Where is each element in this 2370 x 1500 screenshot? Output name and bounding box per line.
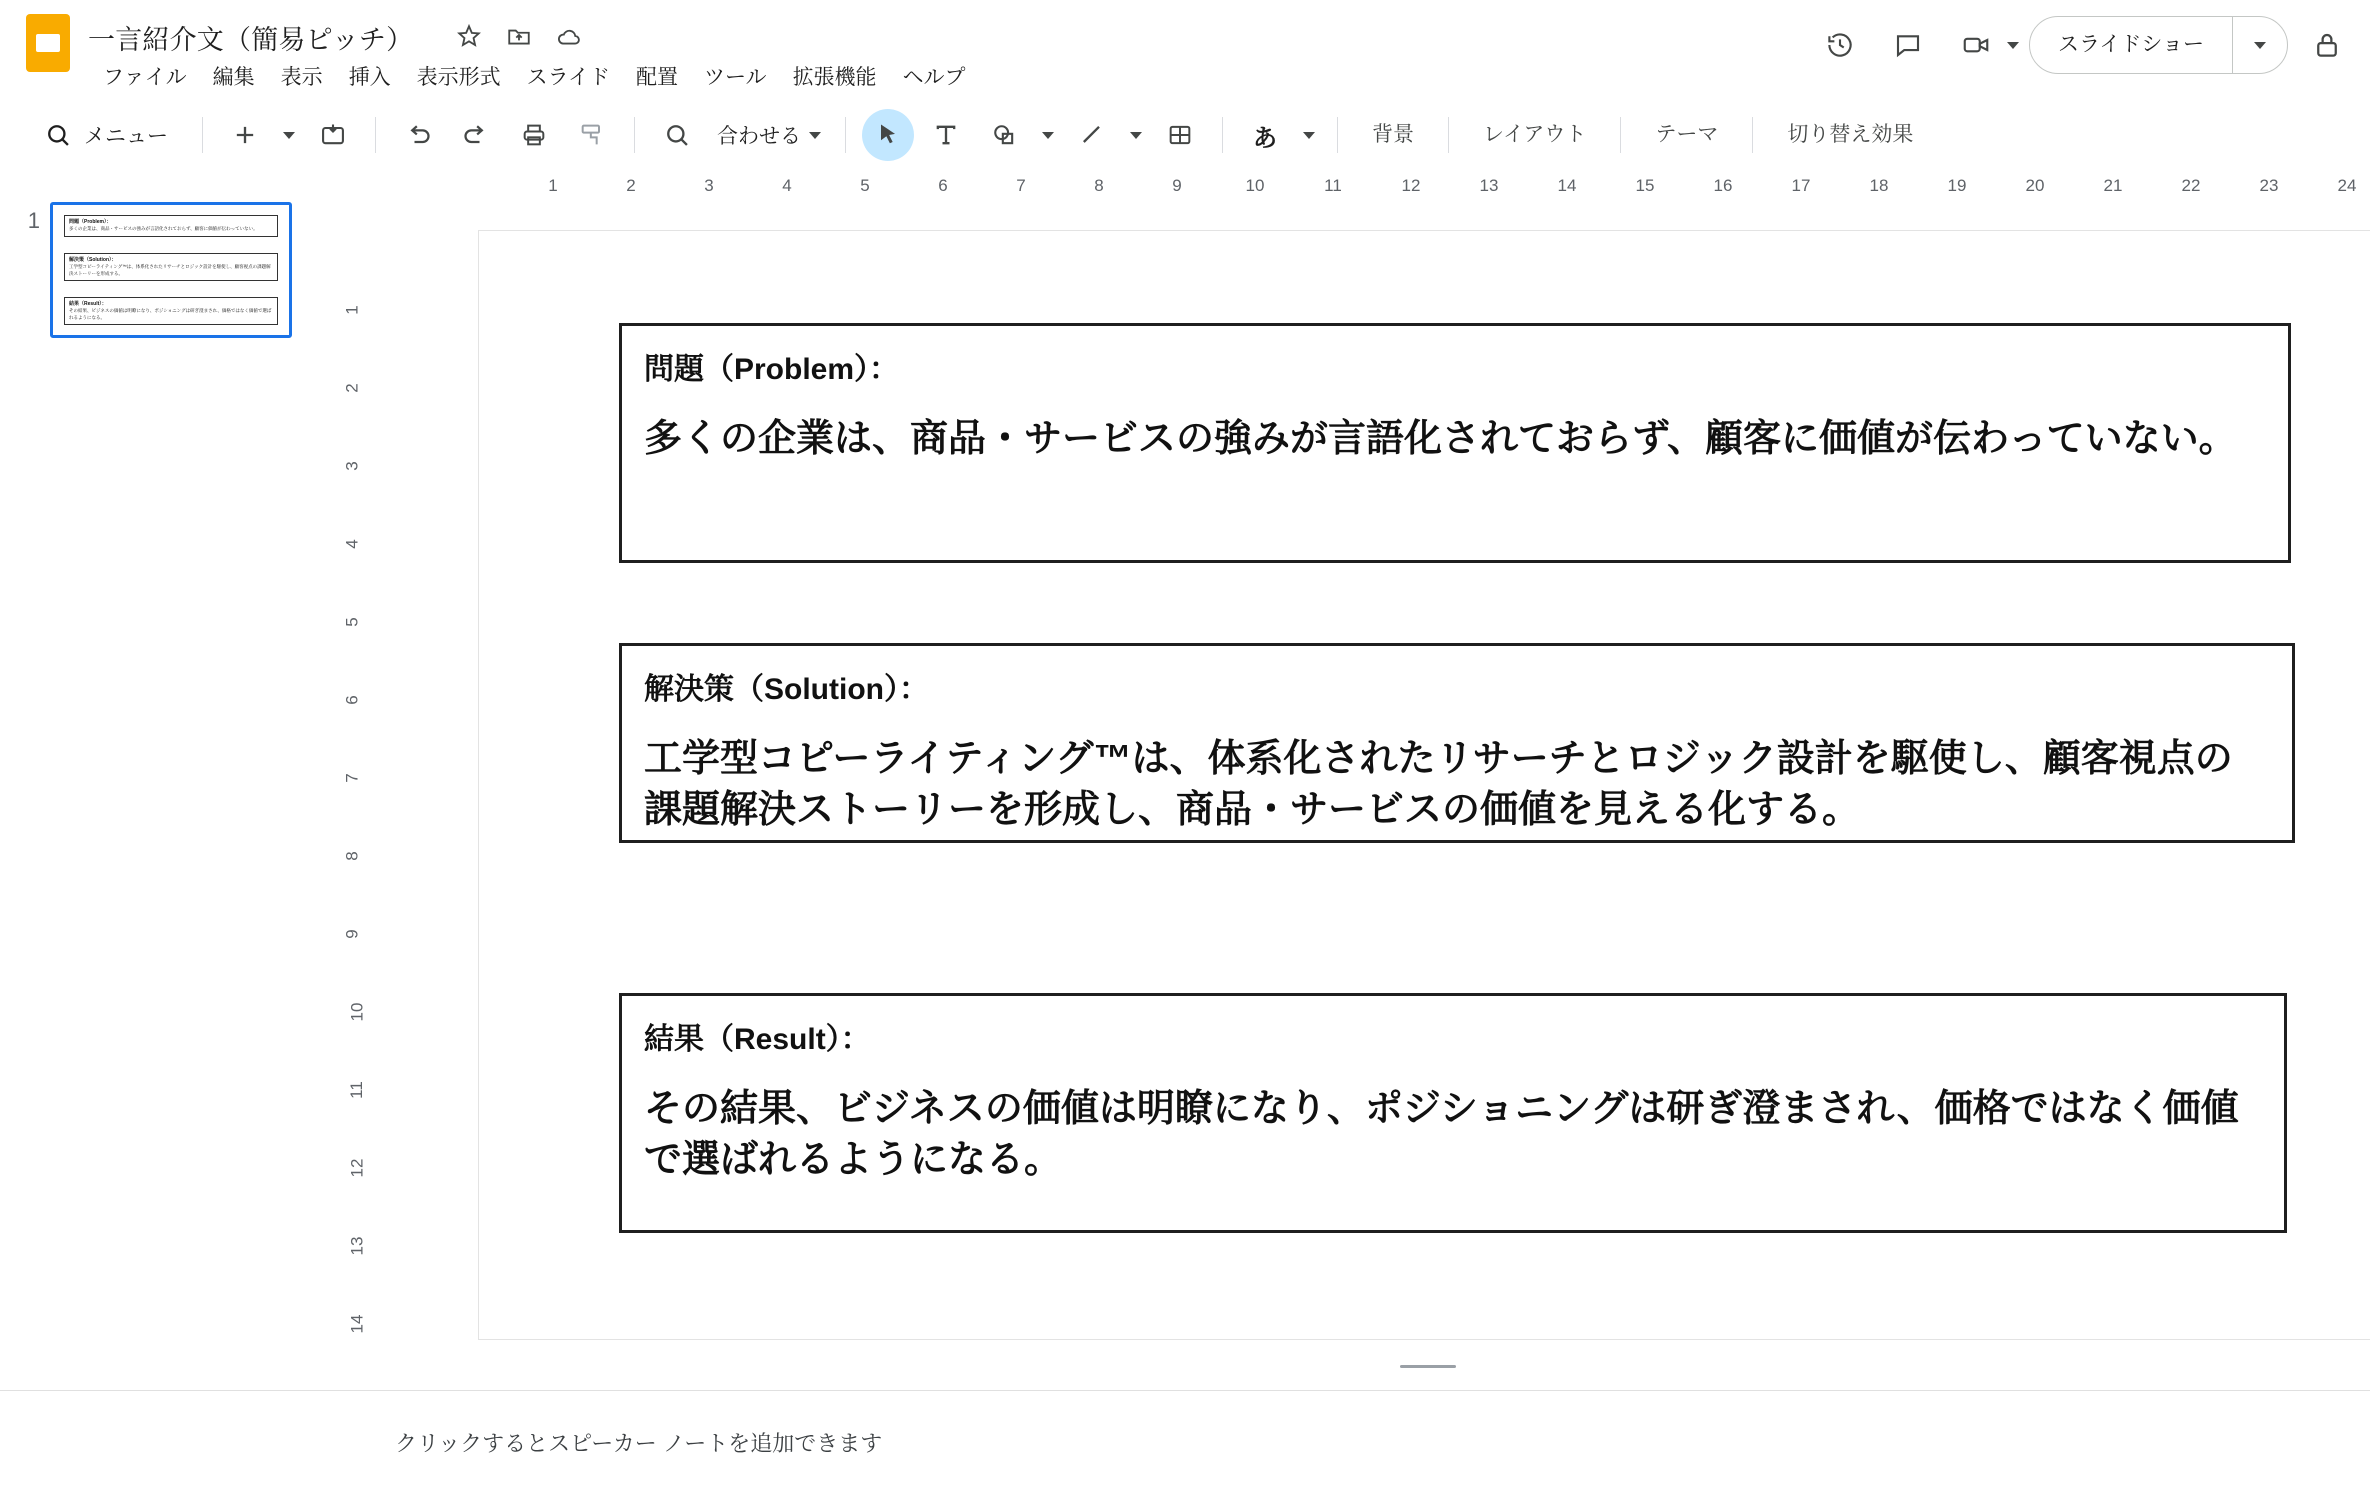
text-box-body: その結果、ビジネスの価値は明瞭になり、ポジショニングは研ぎ澄まされ、価格ではなく価値で選ばれるようになる。 xyxy=(644,1088,2239,1182)
slideshow-button[interactable] xyxy=(2029,16,2288,74)
thumb-text-box xyxy=(64,215,278,237)
lock-icon[interactable] xyxy=(2298,16,2356,74)
comment-icon[interactable] xyxy=(1879,16,1937,74)
divider xyxy=(1222,117,1223,153)
thumb-box-body: その結果、ビジネスの価値は明瞭になり、ポジショニングは研ぎ澄まされ、価格ではなく価値で選ばれるようになる。 xyxy=(69,308,272,320)
ruler-tick: 23 xyxy=(2259,176,2279,195)
divider xyxy=(634,117,635,153)
zoom-level-label: 合わせる xyxy=(717,125,801,148)
line-chevron-down-icon[interactable] xyxy=(1124,109,1148,161)
ruler-tick: 1 xyxy=(342,305,362,315)
title-bar-actions xyxy=(1811,10,2370,80)
toolbar xyxy=(0,100,2370,170)
divider xyxy=(202,117,203,153)
menu-item-format[interactable]: 表示形式 xyxy=(416,66,501,89)
ruler-tick: 12 xyxy=(1401,176,1421,195)
text-box-icon[interactable] xyxy=(920,109,972,161)
slide-filmstrip xyxy=(0,170,340,1500)
search-icon xyxy=(44,121,72,149)
slideshow-label[interactable]: スライドショー xyxy=(2058,33,2204,56)
clock-history-icon[interactable] xyxy=(1811,16,1869,74)
meet-button[interactable] xyxy=(1947,16,2019,74)
ruler-tick: 13 xyxy=(1479,176,1499,195)
ruler-tick: 5 xyxy=(860,176,870,195)
ruler-tick: 4 xyxy=(342,539,362,549)
ruler-tick: 10 xyxy=(347,1002,367,1022)
slides-logo-icon xyxy=(26,14,70,72)
logo-inner-shape xyxy=(36,34,60,52)
text-box-heading: 結果（Result）： xyxy=(644,1023,871,1056)
layout-button[interactable]: レイアウト xyxy=(1483,123,1587,146)
ruler-tick: 4 xyxy=(782,176,792,195)
ruler-tick: 22 xyxy=(2181,176,2201,195)
notes-resize-handle[interactable] xyxy=(1400,1365,1456,1368)
speaker-notes-placeholder[interactable]: クリックするとスピーカー ノートを追加できます xyxy=(395,1431,883,1456)
ruler-tick: 13 xyxy=(347,1236,367,1256)
menu-item-slide[interactable]: スライド xyxy=(526,66,610,89)
title-bar xyxy=(0,0,2370,100)
ruler-tick: 1 xyxy=(548,176,558,195)
ruler-tick: 17 xyxy=(1791,176,1811,195)
menu-bar xyxy=(90,57,979,95)
menu-item-help[interactable]: ヘルプ xyxy=(902,66,966,89)
ruler-tick: 14 xyxy=(1557,176,1577,195)
ruler-tick: 6 xyxy=(938,176,948,195)
video-camera-icon[interactable] xyxy=(1947,16,2005,74)
star-icon[interactable] xyxy=(455,22,483,50)
ruler-tick: 11 xyxy=(1324,176,1342,195)
divider xyxy=(845,117,846,153)
menu-item-arrange[interactable]: 配置 xyxy=(635,66,678,89)
chevron-down-icon[interactable] xyxy=(2254,42,2266,49)
thumb-box-body: 多くの企業は、商品・サービスの強みが言語化されておらず、顧客に価値が伝わっていない。 xyxy=(69,226,258,231)
title-icon-group xyxy=(455,22,583,50)
thumb-box-head: 問題（Problem）： xyxy=(69,219,112,225)
slide-text-box-result[interactable] xyxy=(619,993,2287,1233)
transition-button[interactable]: 切り替え効果 xyxy=(1787,123,1914,146)
divider xyxy=(1752,117,1753,153)
toolbar-menu-label: メニュー xyxy=(84,125,168,148)
ruler-tick: 9 xyxy=(342,929,362,939)
ruler-tick: 19 xyxy=(1947,176,1967,195)
divider xyxy=(375,117,376,153)
chevron-down-icon[interactable] xyxy=(809,132,821,139)
ruler-tick: 16 xyxy=(1713,176,1733,195)
thumb-box-body: 工学型コピーライティング™は、体系化されたリサーチとロジック設計を駆使し、顧客視点の課題解決ストーリーを形成する。 xyxy=(69,264,271,276)
thumb-text-box xyxy=(64,253,278,281)
thumb-text-box xyxy=(64,297,278,325)
menu-item-extensions[interactable]: 拡張機能 xyxy=(792,66,877,89)
ruler-tick: 2 xyxy=(626,176,636,195)
theme-button[interactable]: テーマ xyxy=(1655,123,1719,146)
menu-item-insert[interactable]: 挿入 xyxy=(348,66,391,89)
insert-image-icon[interactable] xyxy=(1154,109,1206,161)
import-slide-icon[interactable] xyxy=(307,109,359,161)
ruler-tick: 8 xyxy=(1094,176,1104,195)
speaker-notes-bar[interactable] xyxy=(0,1390,2370,1500)
search-menu-button[interactable] xyxy=(34,109,186,161)
thumb-box-head: 結果（Result）： xyxy=(69,301,107,307)
divider xyxy=(1448,117,1449,153)
divider xyxy=(1620,117,1621,153)
ime-chevron-down-icon[interactable] xyxy=(1297,109,1321,161)
slide-text-box-problem[interactable] xyxy=(619,323,2291,563)
line-icon[interactable] xyxy=(1066,109,1118,161)
shape-icon[interactable] xyxy=(978,109,1030,161)
horizontal-ruler[interactable] xyxy=(355,170,2370,206)
ruler-tick: 5 xyxy=(342,617,362,627)
ruler-tick: 7 xyxy=(342,773,362,783)
text-box-heading: 解決策（Solution）： xyxy=(644,673,929,706)
ruler-tick: 18 xyxy=(1869,176,1889,195)
ruler-tick: 3 xyxy=(704,176,714,195)
new-slide-button[interactable] xyxy=(219,109,271,161)
text-box-heading: 問題（Problem）： xyxy=(644,353,900,386)
text-box-body: 多くの企業は、商品・サービスの強みが言語化されておらず、顧客に価値が伝わっていない。 xyxy=(644,418,2237,460)
slide-thumbnail[interactable] xyxy=(50,202,292,338)
ruler-tick: 7 xyxy=(1016,176,1026,195)
vertical-ruler[interactable] xyxy=(340,206,374,1334)
redo-icon[interactable] xyxy=(450,109,502,161)
ruler-tick: 21 xyxy=(2103,176,2123,195)
ruler-tick: 12 xyxy=(347,1158,367,1178)
divider xyxy=(1337,117,1338,153)
cursor-arrow-icon[interactable] xyxy=(862,109,914,161)
ruler-tick: 14 xyxy=(347,1314,367,1334)
slideshow-options-button[interactable] xyxy=(2233,17,2287,73)
undo-icon[interactable] xyxy=(392,109,444,161)
ruler-tick: 3 xyxy=(342,461,362,471)
background-button[interactable]: 背景 xyxy=(1372,123,1414,146)
zoom-level-selector[interactable] xyxy=(709,120,829,150)
menu-item-view[interactable]: 表示 xyxy=(280,66,323,89)
ruler-tick: 9 xyxy=(1172,176,1182,195)
cloud-saved-icon[interactable] xyxy=(555,22,583,50)
chevron-down-icon[interactable] xyxy=(2007,42,2019,49)
ruler-tick: 10 xyxy=(1245,176,1265,195)
ruler-tick: 8 xyxy=(342,851,362,861)
menu-item-file[interactable]: ファイル xyxy=(103,66,187,89)
menu-item-edit[interactable]: 編集 xyxy=(212,66,255,89)
thumb-box-head: 解決策（Solution）： xyxy=(69,257,117,263)
ruler-tick: 2 xyxy=(342,383,362,393)
ruler-tick: 15 xyxy=(1635,176,1655,195)
ruler-tick: 6 xyxy=(342,695,362,705)
slide-text-box-solution[interactable] xyxy=(619,643,2295,843)
paint-format-icon[interactable] xyxy=(566,109,618,161)
slide-canvas-area[interactable] xyxy=(374,206,2370,1500)
menu-item-tools[interactable]: ツール xyxy=(703,66,767,89)
slide-number: 1 xyxy=(27,208,40,233)
filmstrip-item[interactable] xyxy=(14,202,292,338)
ruler-tick: 20 xyxy=(2025,176,2045,195)
current-slide[interactable] xyxy=(478,230,2370,1340)
ruler-tick: 11 xyxy=(346,1081,366,1099)
japanese-input-icon[interactable]: あ xyxy=(1253,124,1277,152)
print-icon[interactable] xyxy=(508,109,560,161)
shape-chevron-down-icon[interactable] xyxy=(1036,109,1060,161)
page-title[interactable]: 一言紹介文（簡易ピッチ） xyxy=(88,25,414,55)
move-to-folder-icon[interactable] xyxy=(505,22,533,50)
zoom-icon[interactable] xyxy=(651,109,703,161)
ruler-tick: 24 xyxy=(2337,176,2357,195)
new-slide-options-chevron-down-icon[interactable] xyxy=(277,109,301,161)
text-box-body: 工学型コピーライティング™は、体系化されたリサーチとロジック設計を駆使し、顧客視点の課題解決ストーリーを形成し、商品・サービスの価値を見える化する。 xyxy=(644,738,2233,832)
